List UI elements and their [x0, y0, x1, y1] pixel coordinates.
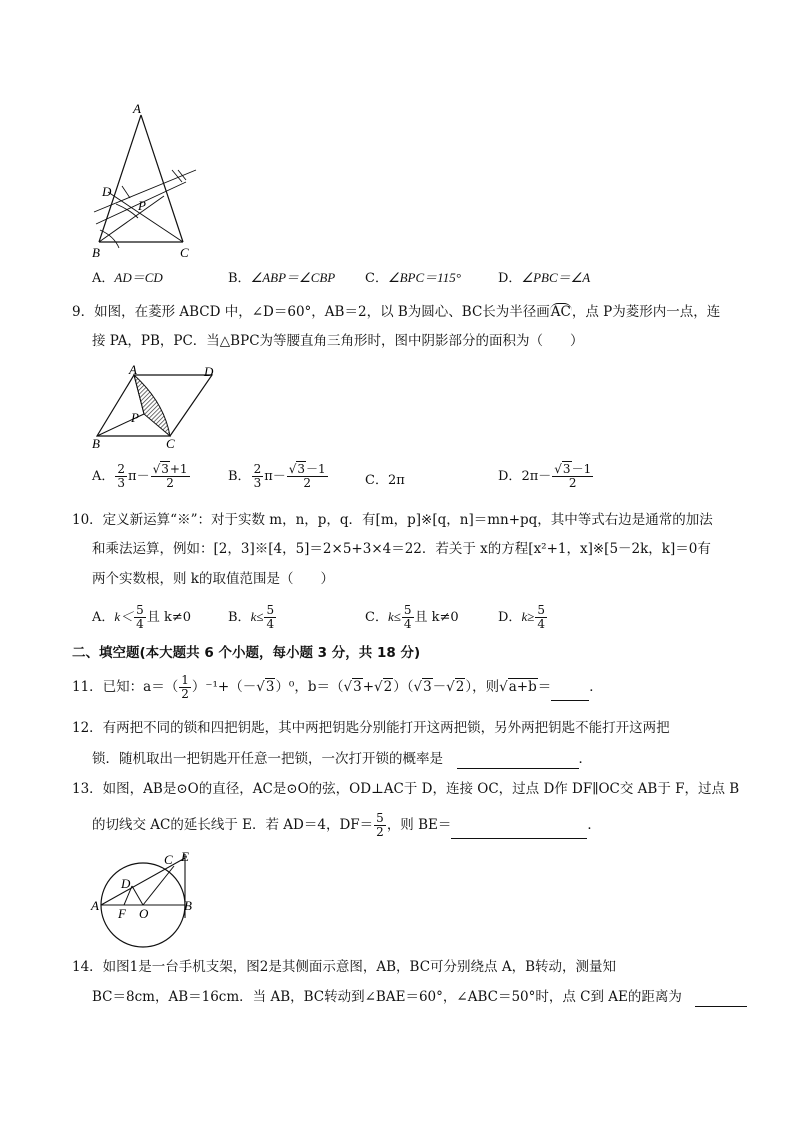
q10-line3: 两个实数根，则 k的取值范围是（ ） [92, 571, 334, 587]
q8-option-b[interactable]: B．∠ABP＝∠CBP [228, 270, 336, 286]
q11-line: 11．已知：a＝（ $\frac{1}{2}$ ）⁻¹+（－√3）⁰，b＝（√3+√2）（√3－√2），则√a+b＝ ． [72, 673, 603, 701]
q10-option-b[interactable]: B．k≤ $\frac{5}{4}$ [228, 603, 275, 631]
fig13-label-F: F [118, 906, 126, 921]
fig13-label-O: O [139, 906, 149, 921]
fig13-label-A: A [91, 898, 99, 913]
q8-option-d[interactable]: D．∠PBC＝∠A [498, 270, 591, 286]
q8-option-a[interactable]: A．AD＝CD [92, 270, 163, 286]
q10-line2: 和乘法运算，例如：[2，3]※[4，5]＝2×5+3×4＝22．若关于 x的方程[x²+1，x]※[5－2k，k]＝0有 [92, 541, 711, 557]
q10-option-c[interactable]: C．k≤ $\frac{5}{4}$ 且 k≠0 [365, 603, 459, 631]
fig9-label-C: C [166, 436, 175, 451]
q14-line2: BC＝8cm，AB＝16cm．当 AB，BC转动到∠BAE＝60°，∠ABC＝50°时，点 C到 AE的距离为 [92, 987, 747, 1007]
q9-line1: 9．如图，在菱形 ABCD 中，∠D＝60°，AB＝2，以 B为圆心、BC长为半径画AC，点 P为菱形内一点，连 [72, 304, 721, 320]
figure-q9-rhombus [86, 362, 226, 452]
figure-q13-circle [88, 848, 208, 948]
arc-ac-label: AC [550, 304, 571, 320]
q14-line1: 14．如图1是一台手机支架，图2是其侧面示意图，AB，BC可分别绕点 A，B转动，测量知 [72, 959, 616, 975]
q13-line2: 的切线交 AC的延长线于 E．若 AD＝4，DF＝ $\frac{5}{2}$ ，则 BE＝ ． [92, 811, 601, 839]
q12-answer-blank[interactable] [457, 754, 579, 769]
fig13-label-B: B [184, 898, 192, 913]
section-2-heading: 二、填空题(本大题共 6 个小题，每小题 3 分，共 18 分) [72, 645, 421, 661]
fig8-label-P: P [138, 198, 146, 213]
q11-answer-blank[interactable] [551, 686, 589, 701]
fig9-label-A: A [129, 362, 137, 377]
q9-option-a[interactable]: A． $\frac{2}{3}$ π－ $\frac{√3+1}{2}$ [92, 462, 188, 490]
q9-option-b[interactable]: B． $\frac{2}{3}$ π－ $\frac{√3-1}{2}$ [228, 462, 326, 490]
q13-answer-blank[interactable] [451, 824, 587, 839]
fig8-label-B: B [92, 245, 100, 260]
q13-line1: 13．如图，AB是⊙O的直径，AC是⊙O的弦，OD⊥AC于 D，连接 OC，过点 D作 DF∥OC交 AB于 F，过点 B [72, 781, 740, 797]
q9-option-d[interactable]: D．2π－ $\frac{√3-1}{2}$ [498, 462, 592, 490]
fig13-label-E: E [181, 849, 189, 864]
fig8-label-A: A [133, 101, 141, 116]
fig13-label-D: D [121, 876, 131, 891]
fig8-label-D: D [102, 184, 112, 199]
q10-option-a[interactable]: A．k＜ $\frac{5}{4}$ 且 k≠0 [92, 603, 191, 631]
figure-q8-triangle [86, 100, 206, 265]
q9-option-c[interactable]: C．2π [365, 473, 405, 488]
fig9-label-P: P [131, 410, 139, 425]
q9-line2: 接 PA，PB，PC．当△BPC为等腰直角三角形时，图中阴影部分的面积为（ ） [92, 333, 584, 349]
fig13-label-C: C [164, 852, 173, 867]
fig8-label-C: C [180, 245, 189, 260]
fig9-label-D: D [204, 364, 214, 379]
q8-option-c[interactable]: C．∠BPC＝115° [365, 270, 461, 286]
q10-line1: 10．定义新运算“※”：对于实数 m，n，p，q．有[m，p]※[q，n]＝mn+pq，其中等式右边是通常的加法 [72, 512, 713, 528]
q14-answer-blank[interactable] [695, 992, 747, 1007]
q12-line1: 12．有两把不同的锁和四把钥匙，其中两把钥匙分别能打开这两把锁，另外两把钥匙不能打开这两把 [72, 720, 670, 736]
fig9-label-B: B [92, 436, 100, 451]
q12-line2: 锁．随机取出一把钥匙开任意一把锁，一次打开锁的概率是 ． [92, 751, 592, 767]
q10-option-d[interactable]: D．k≥ $\frac{5}{4}$ [498, 603, 545, 631]
